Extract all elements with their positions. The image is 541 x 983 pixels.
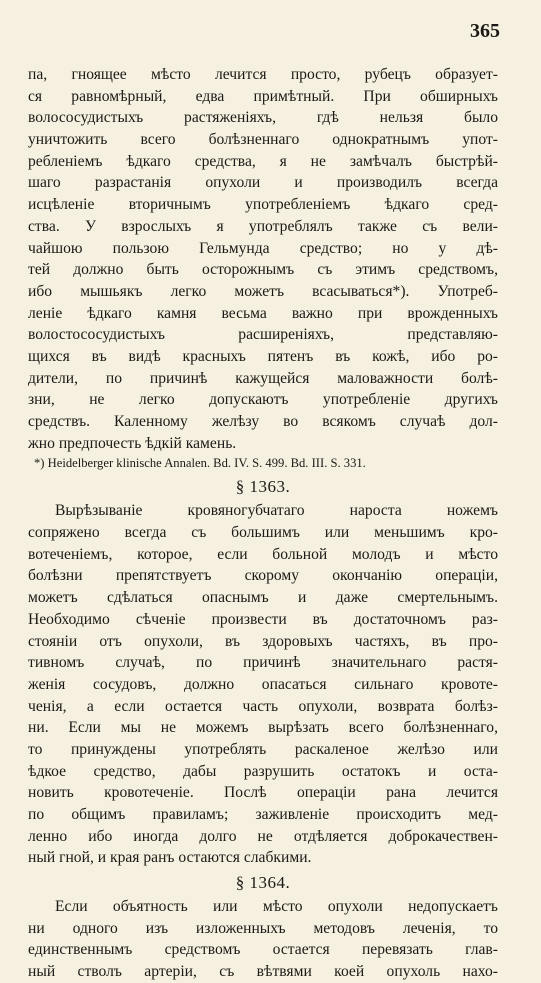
text-line: уничтожить всего болѣзненнаго однократнымъ упот- [28,131,498,149]
text-line: тивномъ случаѣ, по причинѣ значительнаго растя- [28,654,498,672]
text-line: зни, не легко допускаютъ употребленiе другихъ [28,391,498,409]
text-line: ѣдкое средство, дабы разрушить остатокъ и оста- [28,762,498,780]
text-line: ства. У взрослыхъ я употреблялъ также съ вели- [28,217,498,235]
text-line: Вырѣзыванiе кровяногубчатаго нароста ножемъ [55,502,498,520]
text-line: по общимъ правиламъ; заживленiе происходитъ мед- [28,806,498,823]
text-line: волососудистыхъ растяженiяхъ, гдѣ нельзя было [28,109,498,127]
text-line: тей должно быть осторожнымъ съ этимъ средствомъ, [28,261,498,279]
text-line: чайшою пользою Гельмунда средство; но у дѣ- [28,239,498,257]
page-number: 365 [470,20,500,42]
text-line: ни одного изъ изложенныхъ методовъ леченiя, то [28,919,498,937]
section-heading-1363: § 1363. [235,477,291,497]
text-line: ся равномѣрный, едва примѣтный. При обширныхъ [28,87,498,105]
text-line: шаго разрастанiя опухоли и производилъ всегда [28,174,498,192]
section-1364-text [28,896,498,983]
text-line: сопряжено всегда съ большимъ или меньшимъ кро- [28,524,498,542]
text-line: единственнымъ средствомъ остается перевязать глав- [28,941,498,959]
paragraph-1 [28,64,498,454]
section-heading-1364: § 1364. [235,873,291,893]
text-line: ленно ибо иногда долго не отдѣляется доброкачествен- [28,827,498,845]
text-line: ный гной, и края ранъ остаются слабкими. [28,849,312,867]
text-line: можетъ сдѣлаться опаснымъ и даже смертельнымъ. [28,589,498,607]
text-line: ребленiемъ ѣдкаго средства, я не замѣчалъ быстрѣй- [28,152,498,170]
text-line: ни. Если мы не можемъ вырѣзать всего болѣзненнаго, [28,719,498,737]
text-line: па, гноящее мѣсто лечится просто, рубецъ образует- [28,66,498,83]
text-line: то принуждены употреблять раскаленое желѣзо или [28,740,498,758]
section-1363-text [28,500,498,869]
text-line: жно предпочесть ѣдкiй камень. [28,434,237,452]
text-line: волостососудистыхъ расширенiяхъ, представляю- [28,326,498,344]
text-line: дители, по причинѣ кажущейся маловажности болѣ- [28,369,498,387]
text-line: исцѣленiе вторичнымъ употребленiемъ ѣдкаго сред- [28,196,498,214]
text-line: новить кровотеченiе. Послѣ операцiи рана лечится [28,784,498,802]
text-line: ный стволъ артерiи, съ вѣтвями коей опухоль нахо- [28,963,498,981]
text-line: женiя сосудовъ, должно опасаться сильнаго кровоте- [28,675,498,693]
text-line: ленiе ѣдкаго камня весьма важно при врожденныхъ [28,304,498,322]
body-text [28,64,498,983]
text-line: ченiя, а если остается часть опухоли, возврата болѣз- [28,697,498,715]
text-line: вотеченiемъ, которое, если больной молодъ и мѣсто [28,545,498,563]
text-line: Необходимо сѣченiе произвести въ достаточномъ раз- [28,610,498,628]
footnote: *) Heidelberger klinische Annalen. Bd. IV. S. 499. Bd. III. S. 331. [34,456,366,471]
text-line: ибо мышьякъ легко можетъ всасываться*). Употреб- [28,282,498,300]
text-line: стоянiи отъ опухоли, въ здоровыхъ частяхъ, въ про- [28,632,498,650]
text-line: Если объятность или мѣсто опухоли недопускаетъ [55,898,498,916]
text-line: болѣзни препятствуетъ скорому окончанiю операцiи, [28,567,498,585]
text-line: щихся въ видѣ красныхъ пятенъ въ кожѣ, ибо ро- [28,347,498,365]
text-line: средствъ. Каленному желѣзу во всякомъ случаѣ дол- [28,413,498,430]
